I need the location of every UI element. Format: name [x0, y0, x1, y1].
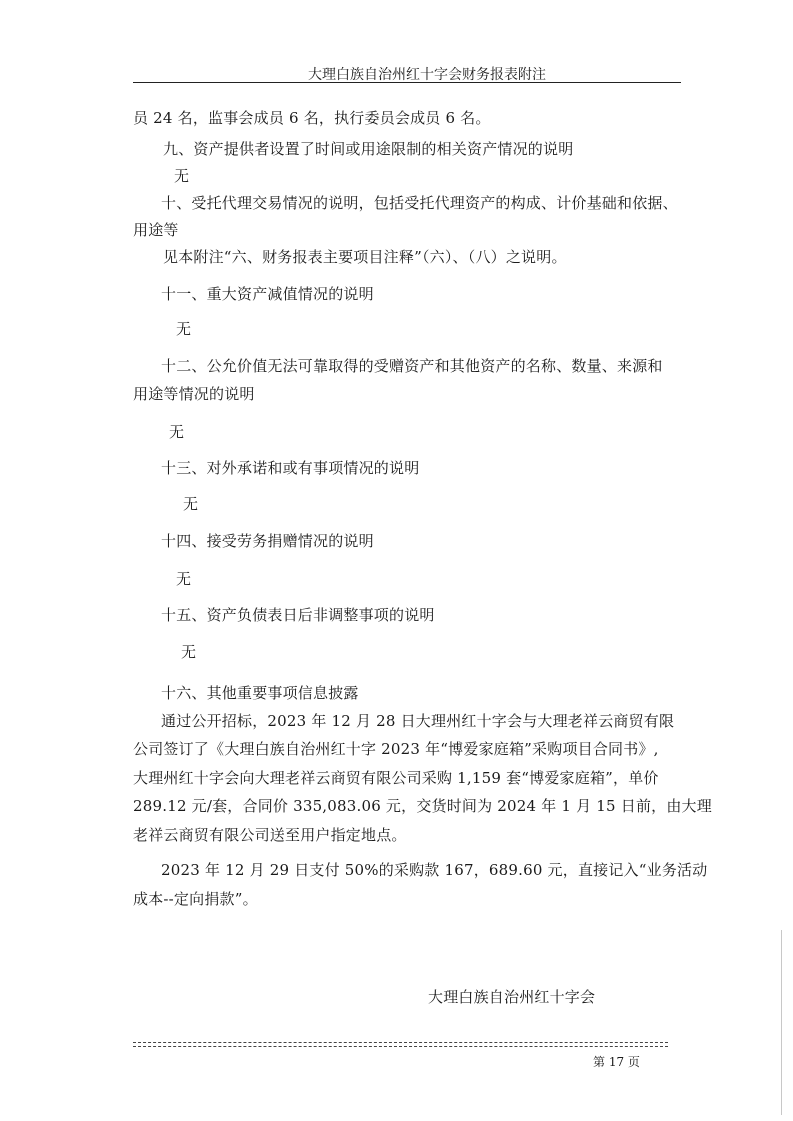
section-15-body: 无: [181, 643, 197, 661]
section-12-heading-line2: 用途等情况的说明: [133, 385, 255, 403]
section-16-para2-line1: 2023 年 12 月 29 日支付 50%的采购款 167，689.60 元，直接记入“业务活动: [161, 861, 708, 879]
section-13-body: 无: [183, 495, 199, 513]
section-16-para1-line5: 老祥云商贸有限公司送至用户指定地点。: [133, 826, 407, 844]
section-14-heading: 十四、接受劳务捐赠情况的说明: [161, 532, 374, 550]
section-11-body: 无: [176, 320, 192, 338]
section-10-body: 见本附注“六、财务报表主要项目注释”（六）、（八）之说明。: [163, 248, 567, 266]
section-9-body: 无: [174, 167, 190, 185]
footer-rule-lower: [133, 1046, 668, 1047]
signature-organization: 大理白族自治州红十字会: [428, 988, 596, 1006]
section-10-heading-line1: 十、受托代理交易情况的说明，包括受托代理资产的构成、计价基础和依据、: [161, 194, 678, 212]
section-16-para1-line3: 大理州红十字会向大理老祥云商贸有限公司采购 1,159 套“博爱家庭箱”，单价: [133, 769, 659, 787]
scan-edge-line: [781, 930, 782, 1115]
section-16-para1-line4: 289.12 元/套，合同价 335,083.06 元，交货时间为 2024 年 1 月 15 日前，由大理: [133, 797, 712, 815]
section-16-para2-line2: 成本--定向捐款”。: [133, 890, 258, 908]
footer-rule-upper: [133, 1042, 668, 1043]
intro-line: 员 24 名，监事会成员 6 名，执行委员会成员 6 名。: [133, 109, 491, 127]
page-number: 第 17 页: [593, 1055, 640, 1069]
section-16-para1-line1: 通过公开招标，2023 年 12 月 28 日大理州红十字会与大理老祥云商贸有限: [161, 712, 675, 730]
section-16-para1-line2: 公司签订了《大理白族自治州红十字 2023 年“博爱家庭箱”采购项目合同书》,: [133, 740, 659, 758]
section-16-heading: 十六、其他重要事项信息披露: [161, 684, 359, 702]
section-10-heading-line2: 用途等: [133, 221, 179, 239]
section-9-heading: 九、资产提供者设置了时间或用途限制的相关资产情况的说明: [163, 140, 574, 158]
section-14-body: 无: [176, 570, 192, 588]
section-15-heading: 十五、资产负债表日后非调整事项的说明: [161, 606, 435, 624]
section-12-body: 无: [169, 423, 185, 441]
header-rule: [133, 82, 681, 83]
section-12-heading-line1: 十二、公允价值无法可靠取得的受赠资产和其他资产的名称、数量、来源和: [161, 357, 663, 375]
section-11-heading: 十一、重大资产减值情况的说明: [161, 285, 374, 303]
page-header-title: 大理白族自治州红十字会财务报表附注: [308, 67, 546, 83]
section-13-heading: 十三、对外承诺和或有事项情况的说明: [161, 459, 420, 477]
